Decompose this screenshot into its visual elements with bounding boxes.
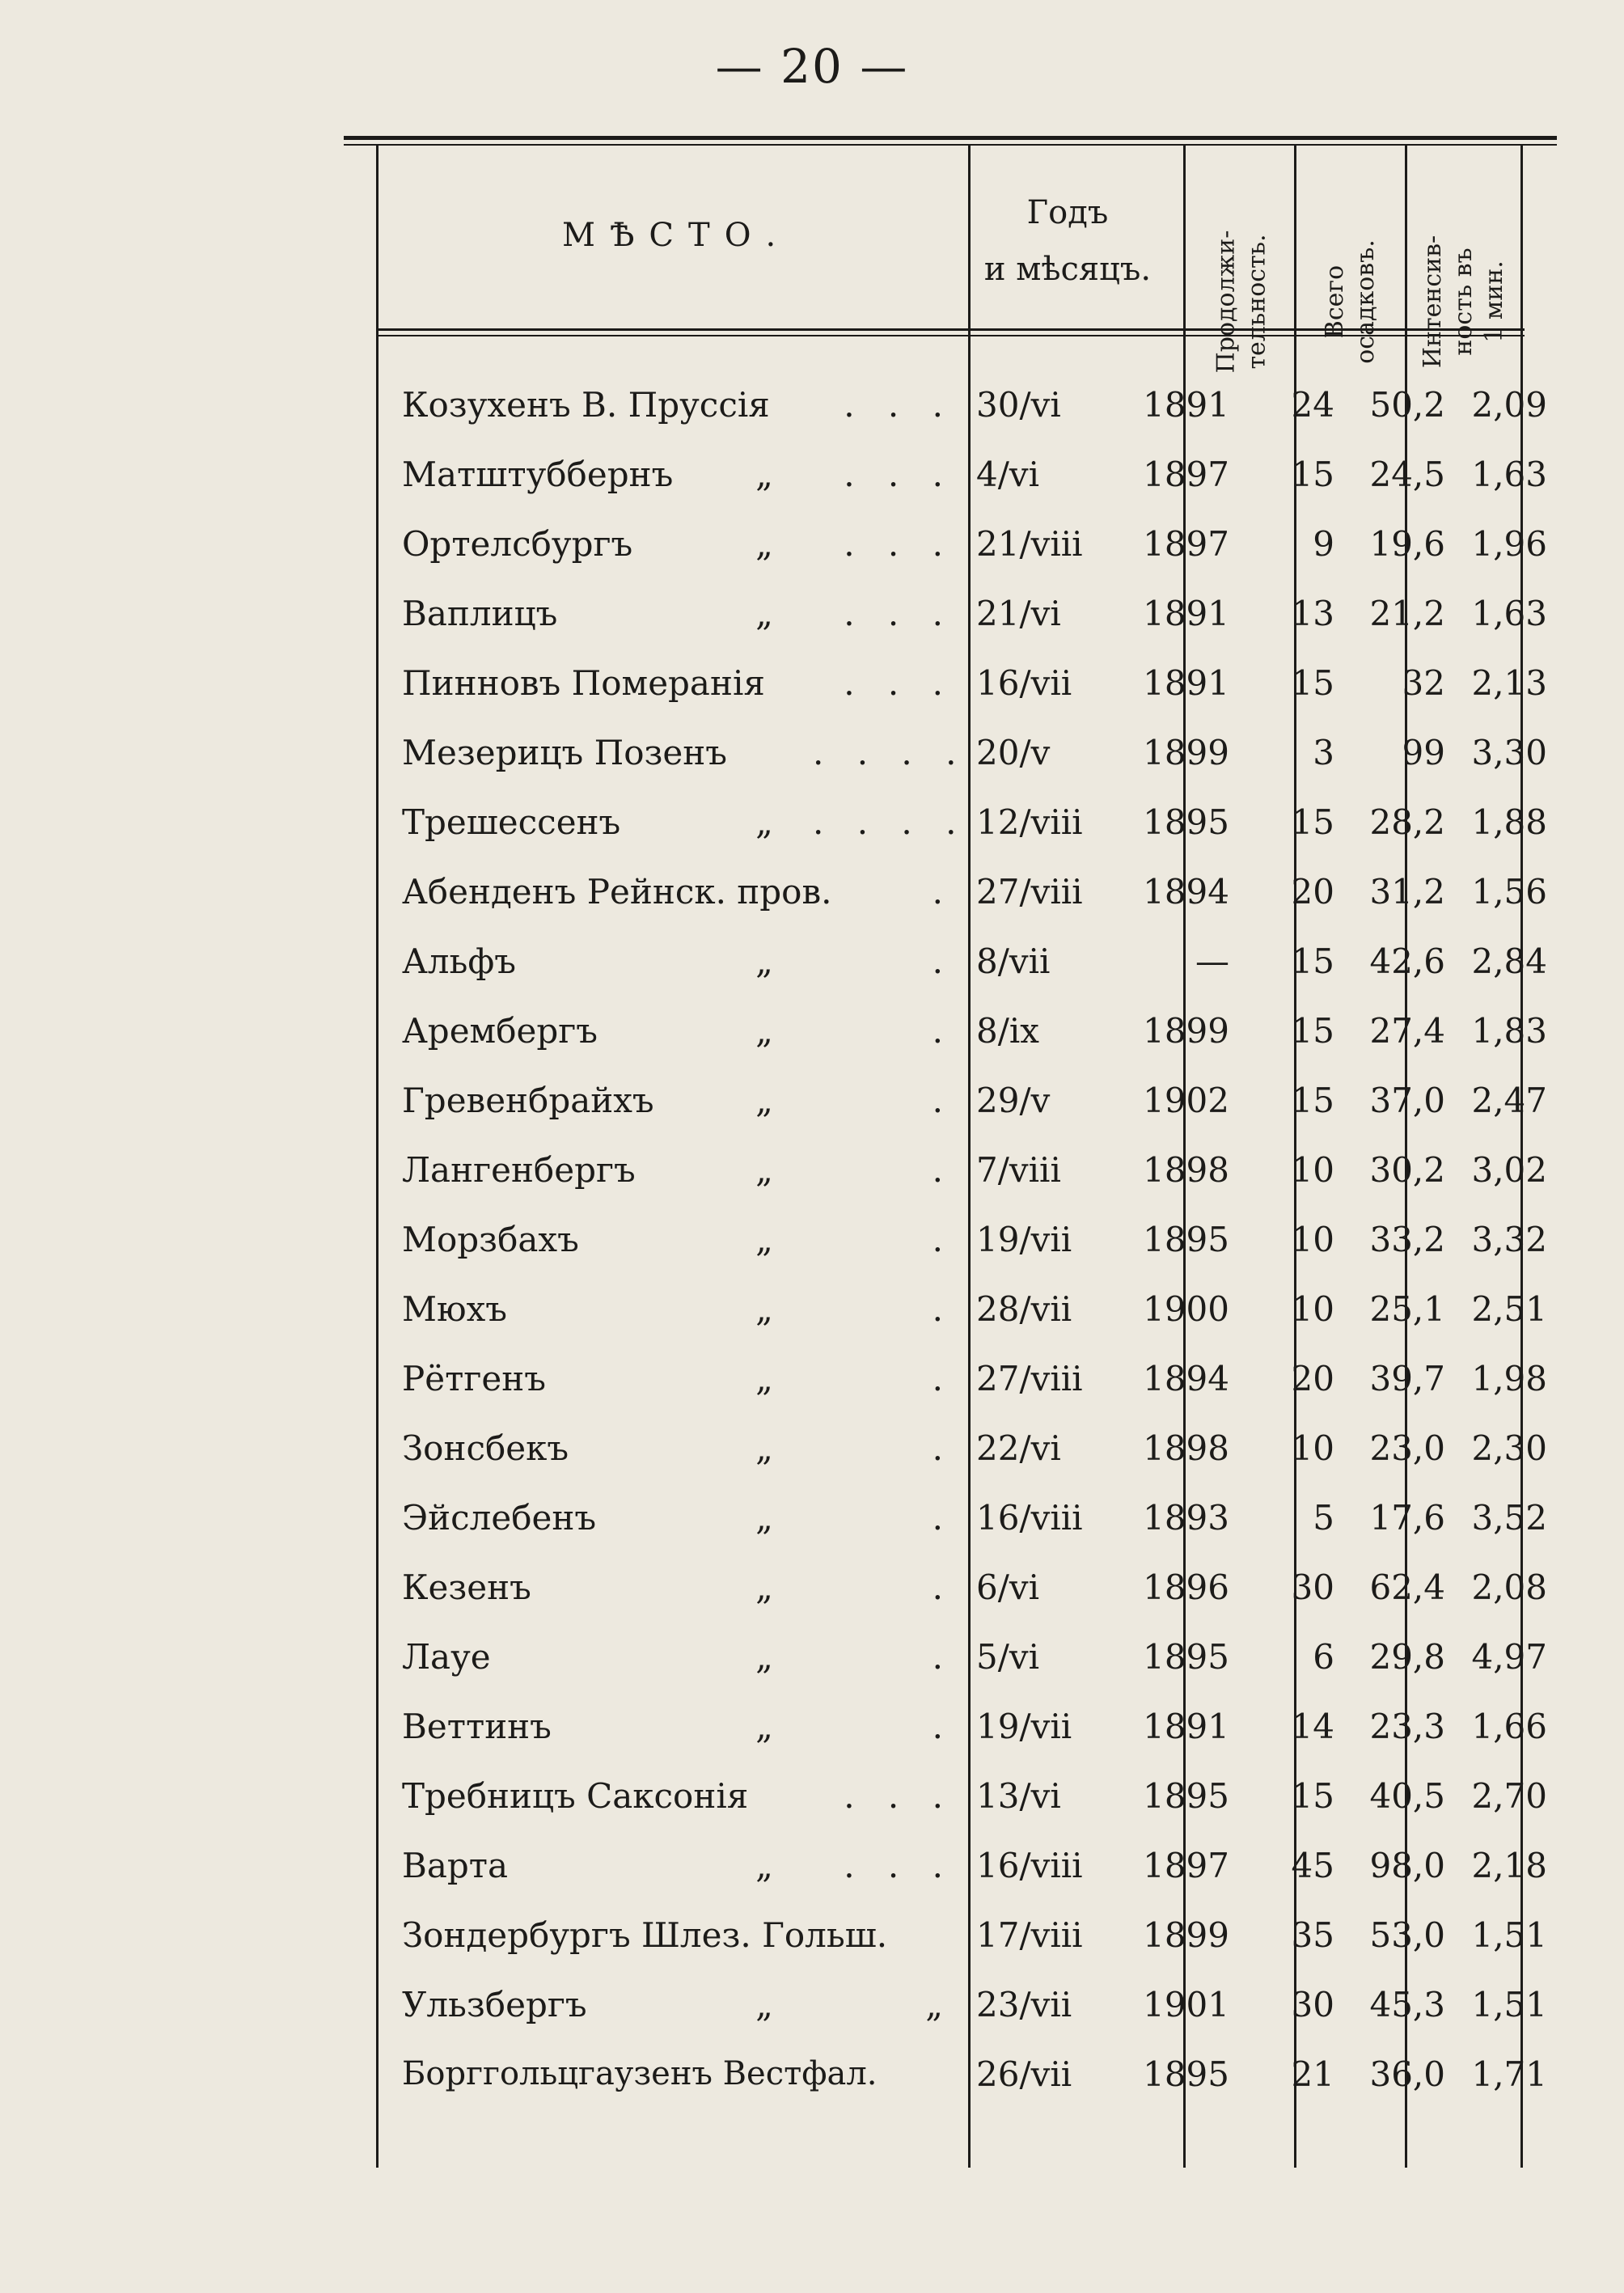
- total-cell: 27,4: [1369, 1011, 1445, 1051]
- date-cell: 26/vii: [976, 2054, 1072, 2094]
- leader-dots: .: [932, 872, 954, 912]
- year-cell: 1900: [1143, 1289, 1229, 1329]
- place-cell: Мюхъ: [402, 1289, 507, 1329]
- leader-dots: . . . .: [813, 733, 968, 772]
- year-cell: 1898: [1143, 1428, 1229, 1468]
- total-cell: 19,6: [1369, 524, 1445, 564]
- intensity-cell: 1,51: [1471, 1915, 1547, 1955]
- total-cell: 23,0: [1369, 1428, 1445, 1468]
- total-cell: 98,0: [1369, 1846, 1445, 1885]
- year-cell: 1897: [1143, 1846, 1229, 1885]
- date-cell: 12/viii: [976, 802, 1083, 842]
- total-cell: 23,3: [1369, 1707, 1445, 1746]
- header-year-month: [966, 184, 1169, 298]
- year-cell: 1897: [1143, 455, 1229, 494]
- intensity-cell: 4,97: [1471, 1637, 1547, 1677]
- duration-cell: 13: [1291, 594, 1334, 633]
- date-cell: 28/vii: [976, 1289, 1072, 1329]
- ditto-mark: „: [755, 1846, 773, 1885]
- top-rule: [344, 136, 1557, 140]
- total-cell: 33,2: [1369, 1220, 1445, 1259]
- leader-dots: .: [932, 1498, 954, 1538]
- duration-cell: 20: [1291, 1359, 1334, 1398]
- year-cell: 1895: [1143, 1637, 1229, 1677]
- place-cell: Эйслебенъ: [402, 1498, 597, 1538]
- total-cell: 36,0: [1369, 2054, 1445, 2094]
- duration-cell: 5: [1313, 1498, 1334, 1538]
- leader-dots: .: [932, 1707, 954, 1746]
- intensity-cell: 1,96: [1471, 524, 1547, 564]
- date-cell: 23/vii: [976, 1985, 1072, 2024]
- place-cell: Зондербургъ Шлез. Гольш.: [402, 1915, 888, 1955]
- intensity-cell: 2,30: [1471, 1428, 1547, 1468]
- duration-cell: 10: [1291, 1289, 1334, 1329]
- place-cell: Веттинъ: [402, 1707, 552, 1746]
- place-cell: Рётгенъ: [402, 1359, 546, 1398]
- date-cell: 17/viii: [976, 1915, 1083, 1955]
- intensity-cell: 3,02: [1471, 1150, 1547, 1190]
- duration-cell: 20: [1291, 872, 1334, 912]
- place-cell: Борггольцгаузенъ Вестфал.: [402, 2055, 878, 2092]
- table-row: [344, 1205, 1557, 1274]
- duration-cell: 15: [1291, 1776, 1334, 1816]
- year-cell: 1899: [1143, 1011, 1229, 1051]
- ditto-mark: „: [755, 1637, 773, 1677]
- intensity-cell: 1,88: [1471, 802, 1547, 842]
- year-cell: —: [1195, 941, 1229, 981]
- date-cell: 6/vi: [976, 1567, 1040, 1607]
- ditto-mark: „: [755, 524, 773, 564]
- table-row: [344, 1831, 1557, 1900]
- duration-cell: 30: [1291, 1985, 1334, 2024]
- date-cell: 16/viii: [976, 1498, 1083, 1538]
- duration-cell: 15: [1291, 802, 1334, 842]
- intensity-cell: 1,83: [1471, 1011, 1547, 1051]
- date-cell: 21/viii: [976, 524, 1083, 564]
- ditto-mark: „: [755, 1567, 773, 1607]
- total-cell: 53,0: [1369, 1915, 1445, 1955]
- leader-dots: . . .: [844, 594, 954, 633]
- leader-dots: . . .: [844, 1776, 954, 1816]
- table-row: [344, 1483, 1557, 1552]
- ditto-mark: „: [755, 1498, 773, 1538]
- date-cell: 16/vii: [976, 663, 1072, 703]
- table-row: [344, 996, 1557, 1065]
- year-cell: 1895: [1143, 2054, 1229, 2094]
- date-cell: 22/vi: [976, 1428, 1061, 1468]
- total-cell: 31,2: [1369, 872, 1445, 912]
- table-row: [344, 1553, 1557, 1622]
- intensity-cell: 2,70: [1471, 1776, 1547, 1816]
- ditto-mark: „: [755, 1289, 773, 1329]
- intensity-cell: 1,63: [1471, 594, 1547, 633]
- year-cell: 1893: [1143, 1498, 1229, 1538]
- date-cell: 20/v: [976, 733, 1051, 772]
- leader-dots: . . . .: [813, 802, 968, 842]
- place-cell: Трешессенъ: [402, 802, 621, 842]
- date-cell: 27/viii: [976, 1359, 1083, 1398]
- place-cell: Козухенъ В. Пруссія: [402, 385, 770, 425]
- place-cell: Лангенбергъ: [402, 1150, 636, 1190]
- leader-dots: . . .: [844, 663, 954, 703]
- table-row: [344, 1066, 1557, 1135]
- header-total-line2: осадковъ.: [1351, 239, 1381, 364]
- place-cell: Альфъ: [402, 941, 516, 981]
- leader-dots: .: [932, 1637, 954, 1677]
- duration-cell: 35: [1291, 1915, 1334, 1955]
- ditto-mark: „: [755, 1220, 773, 1259]
- year-cell: 1894: [1143, 872, 1229, 912]
- year-cell: 1891: [1143, 663, 1229, 703]
- table-row: [344, 579, 1557, 648]
- place-cell: Арембергъ: [402, 1011, 598, 1051]
- year-cell: 1899: [1143, 1915, 1229, 1955]
- leader-dots: .: [932, 1220, 954, 1259]
- table-row: [344, 1762, 1557, 1830]
- duration-cell: 24: [1291, 385, 1334, 425]
- header-year-line2: и мѣсяцъ.: [983, 251, 1152, 288]
- place-cell: Ортелсбургъ: [402, 524, 633, 564]
- year-cell: 1898: [1143, 1150, 1229, 1190]
- leader-dots: . . .: [844, 385, 954, 425]
- ditto-mark: „: [755, 1428, 773, 1468]
- leader-dots: .: [932, 1150, 954, 1190]
- leader-dots: .: [932, 1081, 954, 1120]
- table-row: [344, 1275, 1557, 1343]
- top-rule-thin: [344, 144, 1557, 146]
- table-row: [344, 1414, 1557, 1483]
- place-cell: Лауе: [402, 1637, 491, 1677]
- place-cell: Гревенбрайхъ: [402, 1081, 654, 1120]
- place-cell: Зонсбекъ: [402, 1428, 569, 1468]
- intensity-cell: 1,56: [1471, 872, 1547, 912]
- ditto-mark: „: [755, 455, 773, 494]
- year-cell: 1896: [1143, 1567, 1229, 1607]
- table-row: [344, 1901, 1557, 1969]
- table-row: [344, 370, 1557, 439]
- date-cell: 16/viii: [976, 1846, 1083, 1885]
- intensity-cell: 3,30: [1471, 733, 1547, 772]
- date-cell: 8/vii: [976, 941, 1051, 981]
- intensity-cell: 2,08: [1471, 1567, 1547, 1607]
- duration-cell: 15: [1291, 1011, 1334, 1051]
- header-intensity-line2: ность въ: [1449, 247, 1478, 356]
- duration-cell: 9: [1313, 524, 1334, 564]
- table-row: [344, 1970, 1557, 2039]
- total-cell: 42,6: [1369, 941, 1445, 981]
- year-cell: 1897: [1143, 524, 1229, 564]
- place-cell: Кезенъ: [402, 1567, 531, 1607]
- total-cell: 28,2: [1369, 802, 1445, 842]
- year-cell: 1895: [1143, 1776, 1229, 1816]
- date-cell: 21/vi: [976, 594, 1061, 633]
- intensity-cell: 2,09: [1471, 385, 1547, 425]
- duration-cell: 45: [1291, 1846, 1334, 1885]
- duration-cell: 6: [1313, 1637, 1334, 1677]
- leader-dots: . . .: [844, 455, 954, 494]
- year-cell: 1895: [1143, 1220, 1229, 1259]
- leader-dots: .: [932, 1359, 954, 1398]
- header-total-line1: Всего: [1321, 264, 1350, 339]
- leader-dots: „: [925, 1985, 954, 2024]
- total-cell: 45,3: [1369, 1985, 1445, 2024]
- header-intensity-line3: 1 мин.: [1480, 260, 1509, 343]
- total-cell: 37,0: [1369, 1081, 1445, 1120]
- ditto-mark: „: [755, 1011, 773, 1051]
- total-cell: 30,2: [1369, 1150, 1445, 1190]
- header-duration-line1: Продолжи-: [1212, 230, 1240, 374]
- year-cell: 1902: [1143, 1081, 1229, 1120]
- total-cell: 62,4: [1369, 1567, 1445, 1607]
- rainfall-table: [344, 136, 1557, 2158]
- date-cell: 13/vi: [976, 1776, 1061, 1816]
- duration-cell: 15: [1291, 663, 1334, 703]
- table-row: [344, 788, 1557, 857]
- total-cell: 99: [1402, 733, 1445, 772]
- year-cell: 1895: [1143, 802, 1229, 842]
- total-cell: 29,8: [1369, 1637, 1445, 1677]
- date-cell: 30/vi: [976, 385, 1061, 425]
- place-cell: Варта: [402, 1846, 509, 1885]
- leader-dots: . . .: [844, 1846, 954, 1885]
- place-cell: Пинновъ Померанія: [402, 663, 765, 703]
- intensity-cell: 3,32: [1471, 1220, 1547, 1259]
- place-cell: Ваплицъ: [402, 594, 558, 633]
- duration-cell: 3: [1313, 733, 1334, 772]
- year-cell: 1891: [1143, 1707, 1229, 1746]
- date-cell: 5/vi: [976, 1637, 1040, 1677]
- table-row: [344, 1136, 1557, 1204]
- total-cell: 17,6: [1369, 1498, 1445, 1538]
- total-cell: 21,2: [1369, 594, 1445, 633]
- ditto-mark: „: [755, 941, 773, 981]
- leader-dots: .: [932, 1567, 954, 1607]
- place-cell: Ульзбергъ: [402, 1985, 587, 2024]
- header-place: МѢСТО.: [562, 217, 791, 254]
- date-cell: 7/viii: [976, 1150, 1061, 1190]
- table-row: [344, 718, 1557, 787]
- duration-cell: 10: [1291, 1150, 1334, 1190]
- date-cell: 8/ix: [976, 1011, 1039, 1051]
- duration-cell: 30: [1291, 1567, 1334, 1607]
- year-cell: 1891: [1143, 594, 1229, 633]
- ditto-mark: „: [755, 1359, 773, 1398]
- place-cell: Морзбахъ: [402, 1220, 579, 1259]
- intensity-cell: 2,13: [1471, 663, 1547, 703]
- duration-cell: 15: [1291, 1081, 1334, 1120]
- year-cell: 1894: [1143, 1359, 1229, 1398]
- leader-dots: .: [932, 1289, 954, 1329]
- table-row: [344, 649, 1557, 717]
- intensity-cell: 3,52: [1471, 1498, 1547, 1538]
- leader-dots: .: [932, 1011, 954, 1051]
- year-cell: 1891: [1143, 385, 1229, 425]
- place-cell: Матштуббернъ: [402, 455, 674, 494]
- duration-cell: 15: [1291, 941, 1334, 981]
- place-cell: Абенденъ Рейнск. пров.: [402, 872, 832, 912]
- ditto-mark: „: [755, 1150, 773, 1190]
- date-cell: 4/vi: [976, 455, 1040, 494]
- date-cell: 29/v: [976, 1081, 1051, 1120]
- leader-dots: .: [932, 1428, 954, 1468]
- ditto-mark: „: [755, 802, 773, 842]
- intensity-cell: 1,71: [1471, 2054, 1547, 2094]
- duration-cell: 14: [1291, 1707, 1334, 1746]
- place-cell: Требницъ Саксонія: [402, 1776, 749, 1816]
- leader-dots: . . .: [844, 524, 954, 564]
- table-row: [344, 2040, 1557, 2109]
- date-cell: 19/vii: [976, 1220, 1072, 1259]
- total-cell: 39,7: [1369, 1359, 1445, 1398]
- intensity-cell: 2,84: [1471, 941, 1547, 981]
- duration-cell: 10: [1291, 1220, 1334, 1259]
- date-cell: 27/viii: [976, 872, 1083, 912]
- total-cell: 40,5: [1369, 1776, 1445, 1816]
- intensity-cell: 1,63: [1471, 455, 1547, 494]
- table-row: [344, 927, 1557, 996]
- year-cell: 1899: [1143, 733, 1229, 772]
- duration-cell: 10: [1291, 1428, 1334, 1468]
- page-number: — 20 —: [715, 39, 909, 94]
- total-cell: 32: [1402, 663, 1445, 703]
- year-cell: 1901: [1143, 1985, 1229, 2024]
- table-row: [344, 440, 1557, 509]
- table-row: [344, 510, 1557, 578]
- date-cell: 19/vii: [976, 1707, 1072, 1746]
- table-row: [344, 857, 1557, 926]
- duration-cell: 15: [1291, 455, 1334, 494]
- total-cell: 25,1: [1369, 1289, 1445, 1329]
- ditto-mark: „: [755, 594, 773, 633]
- ditto-mark: „: [755, 1985, 773, 2024]
- table-row: [344, 1692, 1557, 1761]
- intensity-cell: 1,51: [1471, 1985, 1547, 2024]
- table-row: [344, 1622, 1557, 1691]
- intensity-cell: 1,66: [1471, 1707, 1547, 1746]
- intensity-cell: 2,18: [1471, 1846, 1547, 1885]
- ditto-mark: „: [755, 1081, 773, 1120]
- ditto-mark: „: [755, 1707, 773, 1746]
- duration-cell: 21: [1291, 2054, 1334, 2094]
- header-intensity-line1: Интенсив-: [1419, 235, 1448, 369]
- intensity-cell: 1,98: [1471, 1359, 1547, 1398]
- leader-dots: .: [932, 941, 954, 981]
- header-year-line1: Годъ: [1026, 194, 1109, 231]
- intensity-cell: 2,47: [1471, 1081, 1547, 1120]
- table-row: [344, 1344, 1557, 1413]
- header-duration-line2: тельность.: [1242, 234, 1271, 370]
- total-cell: 50,2: [1369, 385, 1445, 425]
- total-cell: 24,5: [1369, 455, 1445, 494]
- intensity-cell: 2,51: [1471, 1289, 1547, 1329]
- place-cell: Мезерицъ Позенъ: [402, 733, 727, 772]
